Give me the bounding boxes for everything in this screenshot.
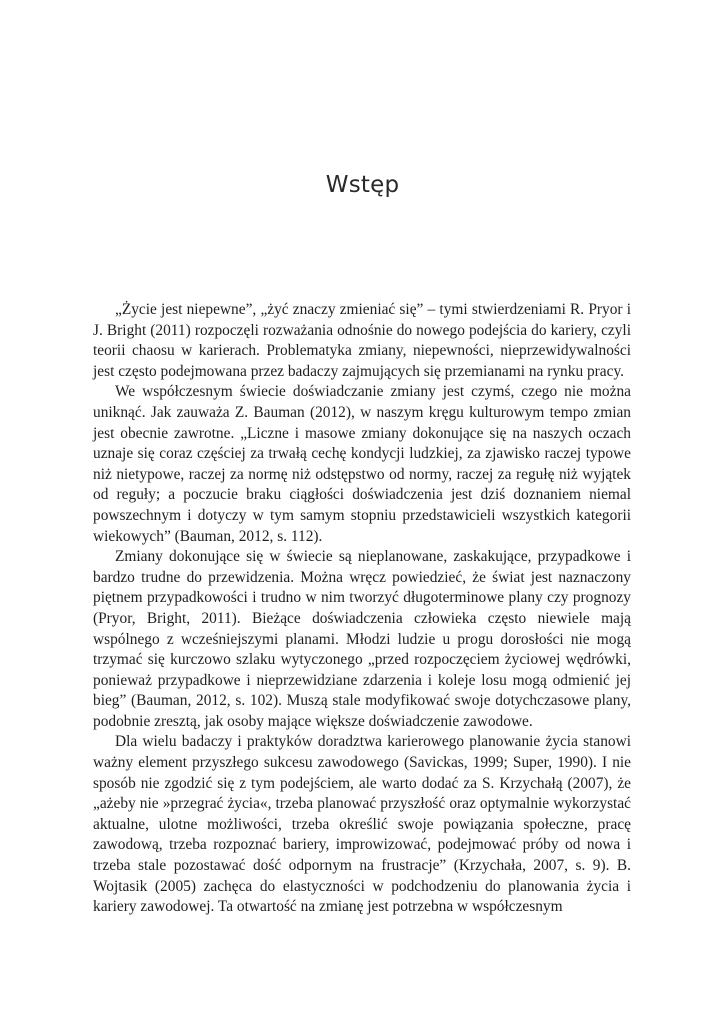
paragraph-3: Zmiany dokonujące się w świecie są nieplanowane, zaskakujące, przypadkowe i bardzo trudne do przewidzenia. Można wręcz powiedzieć, że świat jest naznaczony piętnem przypadkowości i trudno w nim tworzyć długoterminowe plany czy prognozy (Pryor, Bright, 2011). Bieżące doświadczenia człowieka często niewiele mają wspólnego z wcześniejszymi planami. Młodzi ludzie u progu dorosłości nie mogą trzymać się kurczowo szlaku wytyczonego „przed rozpoczęciem życiowej wędrówki, ponieważ przypadkowe i nieprzewidziane zdarzenia i koleje losu mogą odmienić jej bieg” (Bauman, 2012, s. 102). Muszą stale modyfikować swoje dotychczasowe plany, podobnie zresztą, jak osoby mające większe doświadczenie zawodowe. — [93, 548, 631, 730]
paragraph-4: Dla wielu badaczy i praktyków doradztwa karierowego planowanie życia stanowi ważny element przyszłego sukcesu zawodowego (Savickas, 1999; Super, 1990). I nie sposób nie zgodzić się z tym podejściem, ale warto dodać za S. Krzychałą (2007), że „ażeby nie »przegrać życia«, trzeba planować przyszłość oraz optymalnie wykorzystać aktualne, ulotne możliwości, trzeba określić swoje powiązania społeczne, pracę zawodową, trzeba rozpoznać bariery, improwizować, podejmować próby od nowa i trzeba stale pozostawać dość odpornym na frustracje” (Krzychała, 2007, s. 9). B. Wojtasik (2005) zachęca do elastyczności w podchodzeniu do planowania życia i kariery zawodowej. Ta otwartość na zmianę jest potrzebna w współczesnym — [93, 733, 631, 916]
paragraph-1: „Życie jest niepewne”, „żyć znaczy zmieniać się” – tymi stwierdzeniami R. Pryor i J. Bright (2011) rozpoczęli rozważania odnośnie do nowego podejścia do kariery, czyli teorii chaosu w karierach. Problematyka zmiany, niepewności, nieprzewidywalności jest często podejmowana przez badaczy zajmujących się przemianami na rynku pracy. — [93, 301, 631, 380]
body-text — [93, 300, 631, 918]
paragraph-2: We współczesnym świecie doświadczanie zmiany jest czymś, czego nie można uniknąć. Jak zauważa Z. Bauman (2012), w naszym kręgu kulturowym tempo zmian jest obecnie zawrotne. „Liczne i masowe zmiany dokonujące się na naszych oczach uznaje się coraz częściej za trwałą cechę kondycji ludzkiej, za zjawisko raczej typowe niż nietypowe, raczej za normę niż odstępstwo od normy, raczej za regułę niż wyjątek od reguły; a poczucie braku ciągłości doświadczenia jest dziś doznaniem niemal powszechnym i dotyczy w tym samym stopniu przedstawicieli wszystkich kategorii wiekowych” (Bauman, 2012, s. 112). — [93, 383, 631, 545]
chapter-title: Wstęp — [325, 172, 400, 198]
